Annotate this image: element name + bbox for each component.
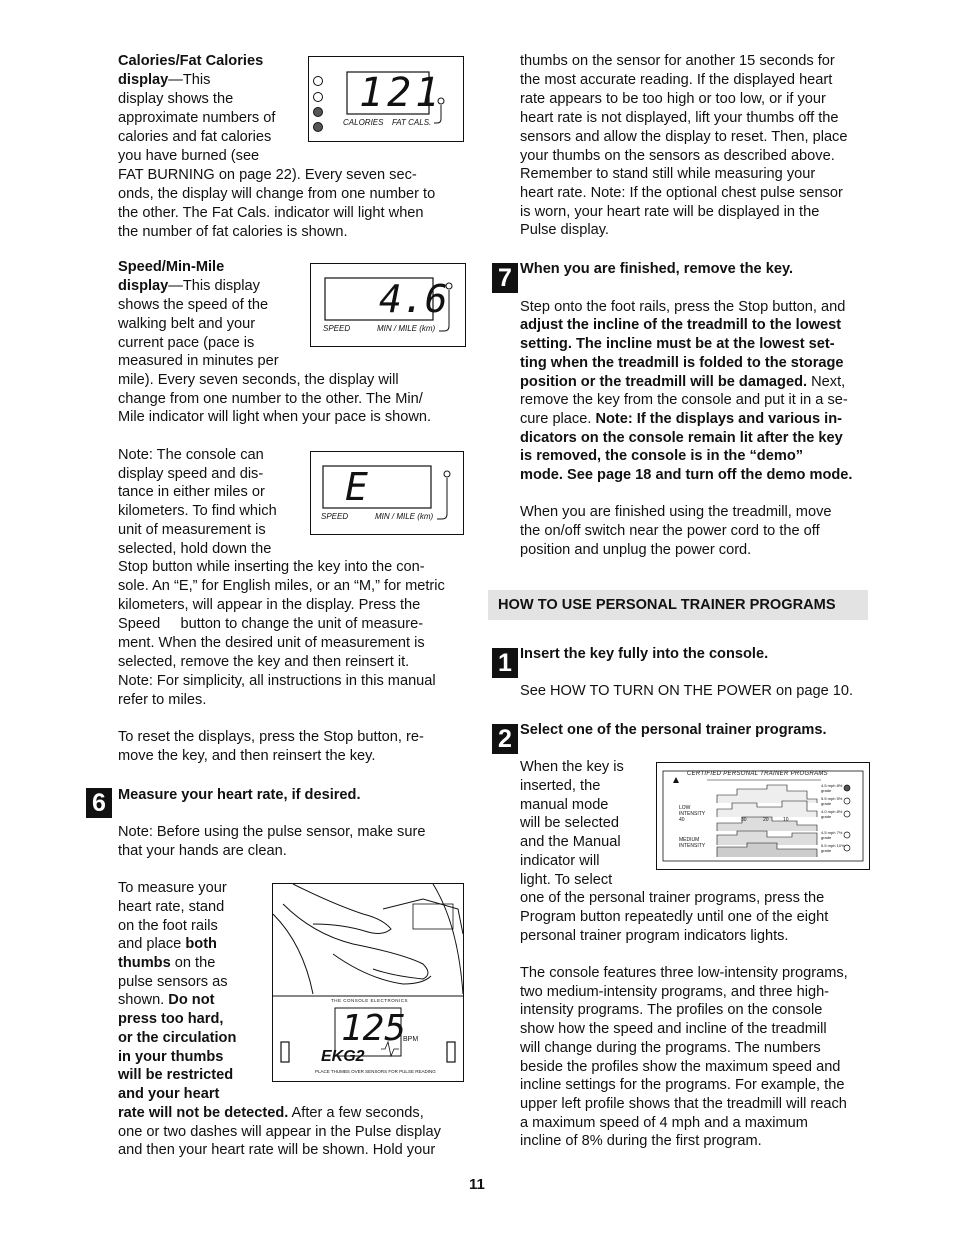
programs-figure: [656, 762, 870, 870]
units-text-8: sole. An “E,” for English miles, or an “M,” for metric: [118, 578, 445, 594]
step-7-text-2: position or the treadmill will be damaged. Next,: [520, 374, 846, 390]
speed-title-line2: display—This display: [118, 278, 260, 294]
page-number: 11: [469, 1176, 485, 1193]
scale-20: 20: [763, 817, 769, 823]
step-2-p2-8: upper left profile shows that the treadmill will reach: [520, 1096, 847, 1112]
step-6-heading: Measure your heart rate, if desired.: [118, 787, 361, 803]
reset-text-1: To reset the displays, press the Stop button, re-: [118, 729, 424, 745]
continued-text-2: the most accurate reading. If the displayed heart: [520, 72, 833, 88]
step-2-text-5: and the Manual: [520, 834, 621, 850]
medium-intensity-label: MEDIUM INTENSITY: [679, 837, 706, 849]
step-7-text-5: When you are finished using the treadmill, move: [520, 504, 832, 520]
step-7-bold-4: dicators on the console remain lit after the key: [520, 430, 843, 446]
calories-text-6: onds, the display will change from one number to: [118, 186, 436, 202]
step-1-number: 1: [492, 648, 518, 678]
calories-label: CALORIES: [343, 118, 384, 127]
speed-text-1: shows the speed of the: [118, 297, 269, 313]
scale-30: 30: [741, 817, 747, 823]
speed-text-7: Mile indicator will light when your pace is shown.: [118, 409, 432, 425]
step-2-p2-5: will change during the programs. The numbers: [520, 1040, 821, 1056]
continued-text-1: thumbs on the sensor for another 15 seconds for: [520, 53, 835, 69]
step-6-bold-4: will be restricted: [118, 1067, 234, 1083]
step-6-text-6: pulse sensors as: [118, 974, 228, 990]
step-6-text-8: rate will not be detected. After a few seconds,: [118, 1105, 424, 1121]
calories-text-8: the number of fat calories is shown.: [118, 224, 348, 240]
heart-rate-bottom-caption: PLACE THUMBS OVER SENSORS FOR PULSE READING: [315, 1069, 436, 1074]
step-2-p2-4: show how the speed and incline of the treadmill: [520, 1021, 827, 1037]
continued-text-8: heart rate. Note: If the optional chest pulse sensor: [520, 185, 843, 201]
step-2-p2-10: incline of 8% during the first program.: [520, 1133, 762, 1149]
continued-text-10: Pulse display.: [520, 222, 609, 238]
step-6-text-5: thumbs on the: [118, 955, 216, 971]
step-6-text-1: To measure your: [118, 880, 227, 896]
step-7-bold-2: setting. The incline must be at the lowest set-: [520, 336, 835, 352]
step-6-text-9: one or two dashes will appear in the Pulse display: [118, 1124, 441, 1140]
step-2-p2-2: two medium-intensity programs, and three high-: [520, 984, 830, 1000]
speed-title-line1: Speed/Min-Mile: [118, 259, 225, 275]
units-text-13: Note: For simplicity, all instructions in this manual: [118, 673, 436, 689]
calories-text-7: the other. The Fat Cals. indicator will light when: [118, 205, 424, 221]
units-text-3: tance in either miles or: [118, 484, 265, 500]
heart-rate-readout: 125: [341, 1008, 407, 1049]
hands-on-sensors-illustration: [273, 884, 463, 1081]
calories-text-3: calories and fat calories: [118, 129, 272, 145]
units-text-14: refer to miles.: [118, 692, 207, 708]
step-7-number: 7: [492, 263, 518, 293]
step-1-text: See HOW TO TURN ON THE POWER on page 10.: [520, 683, 854, 699]
step-7-text-4: cure place. Note: If the displays and various in-: [520, 411, 842, 427]
step-7-text-3: remove the key from the console and put it in a se-: [520, 392, 848, 408]
step-7-bold-6: mode. See page 18 and turn off the demo mode.: [520, 467, 853, 483]
units-display-figure: [310, 451, 464, 535]
step-7-text-7: position and unplug the power cord.: [520, 542, 752, 558]
step-2-text-2: inserted, the: [520, 778, 601, 794]
calories-display-figure: [308, 56, 464, 142]
step-2-p2-6: beside the profiles show the maximum speed and: [520, 1059, 841, 1075]
speed-label-2: 5.5 mph 5% grade: [821, 796, 843, 806]
step-6-text-2: heart rate, stand: [118, 899, 225, 915]
step-6-note-2: that your hands are clean.: [118, 843, 287, 859]
units-text-12: selected, remove the key and then reinsert it.: [118, 654, 410, 670]
calories-text-5: FAT BURNING on page 22). Every seven sec-: [118, 167, 417, 183]
step-2-text-8: one of the personal trainer programs, press the: [520, 890, 825, 906]
speed-text-5: mile). Every seven seconds, the display will: [118, 372, 399, 388]
section-banner: HOW TO USE PERSONAL TRAINER PROGRAMS: [488, 590, 868, 620]
continued-text-4: heart rate is not displayed, lift your thumbs off the: [520, 110, 839, 126]
step-2-text-7: light. To select: [520, 872, 613, 888]
speed-text-6: change from one number to the other. The Min/: [118, 391, 423, 407]
speed-label-3: 4.0 mph 8% grade: [821, 809, 843, 819]
step-6-number: 6: [86, 788, 112, 818]
step-6-bold-2: or the circulation: [118, 1030, 237, 1046]
speed-display-figure: [310, 263, 466, 347]
calories-readout: 121: [359, 70, 444, 116]
step-6-bold-3: in your thumbs: [118, 1049, 224, 1065]
bpm-label: BPM: [403, 1036, 419, 1043]
calories-title-line2: display—This: [118, 72, 211, 88]
min-mile-label: MIN / MILE (km): [377, 324, 436, 333]
units-text-7: Stop button while inserting the key into the con-: [118, 559, 425, 575]
step-6-bold-1: press too hard,: [118, 1011, 224, 1027]
calories-title-line1: Calories/Fat Calories: [118, 53, 264, 69]
speed-label-1: 4.5 mph 8% grade: [821, 783, 843, 793]
units-text-2: display speed and dis-: [118, 466, 264, 482]
units-display-graphic: [311, 452, 463, 534]
step-6-text-4: and place both: [118, 936, 217, 952]
step-6-text-10: and then your heart rate will be shown. Hold your: [118, 1142, 436, 1158]
units-text-4: kilometers. To find which: [118, 503, 277, 519]
units-readout: E: [345, 465, 368, 509]
programs-title: CERTIFIED PERSONAL TRAINER PROGRAMS: [687, 771, 828, 777]
step-7-text-1: Step onto the foot rails, press the Stop button, and: [520, 299, 846, 315]
step-2-p2-1: The console features three low-intensity programs,: [520, 965, 848, 981]
continued-text-6: your thumbs on the sensors as described above.: [520, 148, 835, 164]
step-2-text-10: personal trainer program indicators lights.: [520, 928, 789, 944]
speed-text-3: current pace (pace is: [118, 335, 255, 351]
step-2-text-9: Program button repeatedly until one of the eight: [520, 909, 829, 925]
step-2-p2-7: incline settings for the programs. For example, the: [520, 1077, 845, 1093]
step-7-bold-1: adjust the incline of the treadmill to the lowest: [520, 317, 842, 333]
step-2-heading: Select one of the personal trainer programs.: [520, 722, 827, 738]
step-1-heading: Insert the key fully into the console.: [520, 646, 769, 662]
calories-text-1: display shows the: [118, 91, 234, 107]
units-text-1: Note: The console can: [118, 447, 264, 463]
continued-text-3: rate appears to be too high or too low, or if your: [520, 91, 826, 107]
units-text-9: kilometers, will appear in the display. Press the: [118, 597, 421, 613]
heart-rate-figure: [272, 883, 464, 1082]
continued-text-9: is worn, your heart rate will be displayed in the: [520, 204, 820, 220]
speed-label-4: 4.5 mph 7% grade: [821, 830, 843, 840]
units-text-6: selected, hold down the: [118, 541, 272, 557]
step-2-p2-9: a maximum speed of 4 mph and a maximum: [520, 1115, 808, 1131]
low-intensity-label: LOW INTENSITY: [679, 805, 706, 817]
heart-rate-top-caption: THE CONSOLE ELECTRONICS: [331, 998, 409, 1003]
fat-cals-label: FAT CALS.: [392, 118, 432, 127]
continued-text-7: Remember to stand still while measuring your: [520, 166, 816, 182]
reset-text-2: move the key, and then reinsert the key.: [118, 748, 376, 764]
step-6-text-3: on the foot rails: [118, 918, 218, 934]
step-2-text-4: will be selected: [520, 815, 619, 831]
scale-10: 10: [783, 817, 789, 823]
units-text-10: Speed button to change the unit of measure-: [118, 616, 424, 632]
calories-text-4: you have burned (see: [118, 148, 260, 164]
units-text-5: unit of measurement is: [118, 522, 266, 538]
speed-text-2: walking belt and your: [118, 316, 256, 332]
step-6-note-1: Note: Before using the pulse sensor, make sure: [118, 824, 426, 840]
units-text-11: ment. When the desired unit of measurement is: [118, 635, 425, 651]
step-2-text-1: When the key is: [520, 759, 624, 775]
step-7-heading: When you are finished, remove the key.: [520, 261, 794, 277]
step-2-number: 2: [492, 724, 518, 754]
step-6-bold-5: and your heart: [118, 1086, 220, 1102]
speed-readout: 4.6: [379, 277, 448, 321]
step-2-text-6: indicator will: [520, 853, 600, 869]
continued-text-5: sensors and allow the display to reset. Then, place: [520, 129, 848, 145]
speed-label: SPEED: [323, 324, 351, 333]
calories-text-2: approximate numbers of: [118, 110, 276, 126]
speed-label-5: 5.5 mph 10% grade: [821, 843, 845, 853]
step-6-text-7: shown. Do not: [118, 992, 215, 1008]
scale-40: 40: [679, 817, 685, 823]
step-7-bold-5: is removed, the console is in the “demo”: [520, 448, 804, 464]
step-7-bold-3: ting when the treadmill is folded to the storage: [520, 355, 844, 371]
step-7-text-6: the on/off switch near the power cord to the off: [520, 523, 820, 539]
speed-text-4: measured in minutes per: [118, 353, 279, 369]
step-2-p2-3: intensity programs. The profiles on the console: [520, 1002, 823, 1018]
ekg-logo: EKG2: [321, 1048, 365, 1065]
units-speed-label: SPEED: [321, 512, 349, 521]
units-min-mile-label: MIN / MILE (km): [375, 512, 434, 521]
step-2-text-3: manual mode: [520, 797, 609, 813]
